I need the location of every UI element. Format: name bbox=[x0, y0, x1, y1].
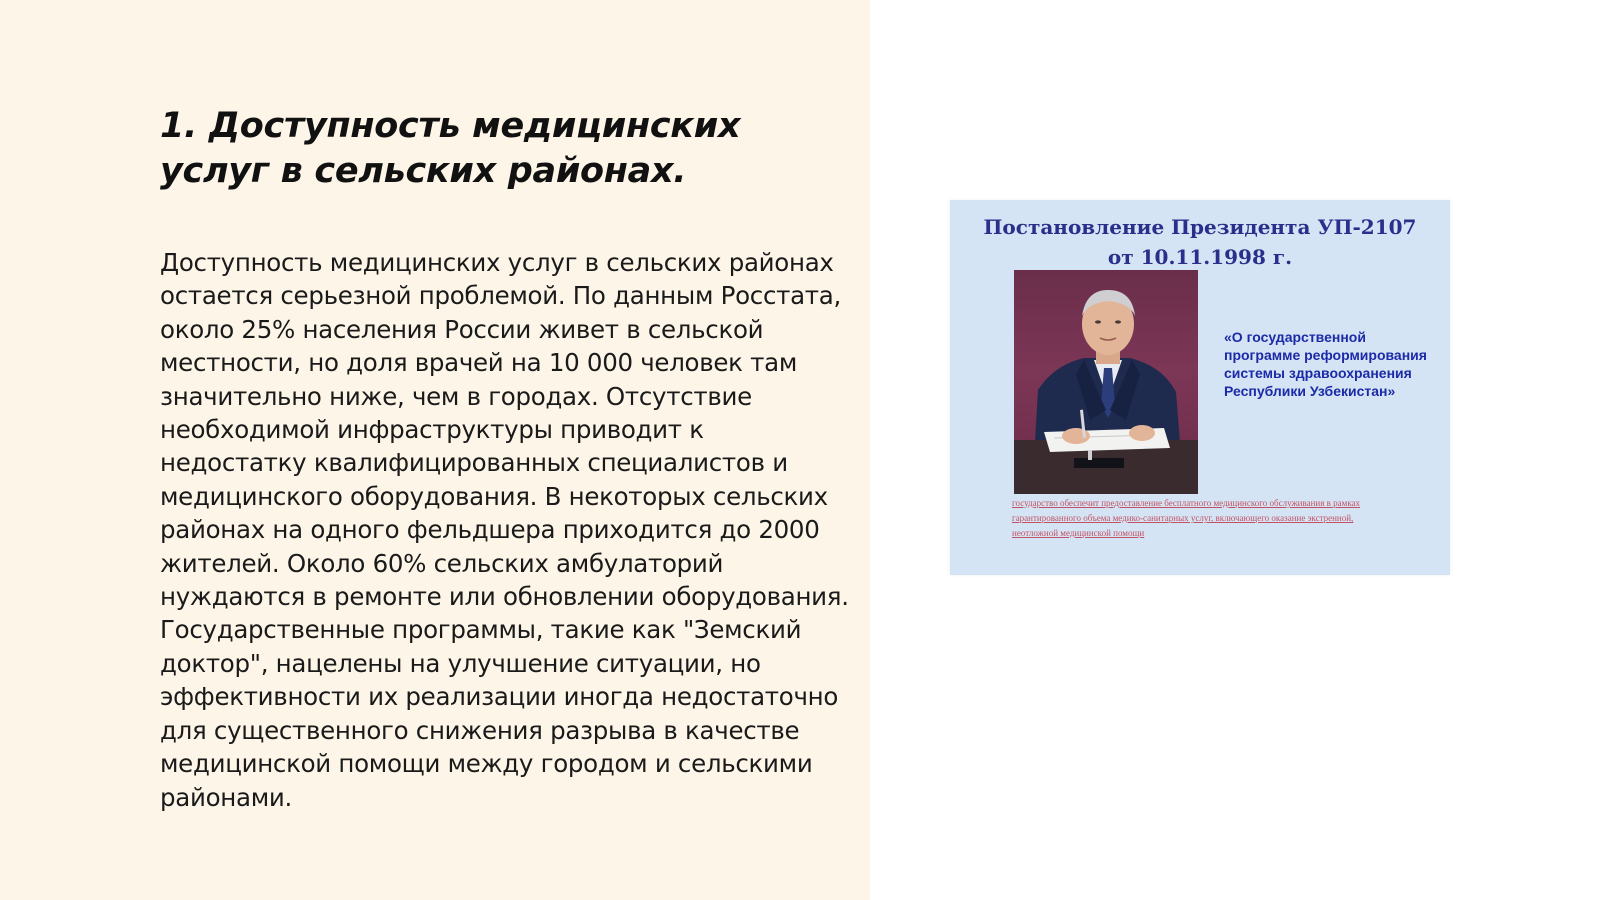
slide-title: 1. Доступность медицинских услуг в сельских районах. bbox=[160, 106, 741, 191]
decree-heading bbox=[950, 212, 1450, 272]
president-portrait-photo bbox=[1014, 270, 1198, 494]
slide-body-text: Доступность медицинских услуг в сельских районах остается серьезной проблемой. По данным Росстата, около 25% населения России живет в сельской местности, но доля врачей на 10 000 человек там значительно ниже, чем в городах. Отсутствие необходимой инфраструктуры приводит к недостатку квалифицированных специалистов и медицинского оборудования. В некоторых сельских районах на одного фельдшера приходится до 2000 жителей. Около 60% сельских амбулаторий нуждаются в ремонте или обновлении оборудования. Государственные программы, такие как "Земский доктор", нацелены на улучшение ситуации, но эффективности их реализации иногда недостаточно для существенного снижения разрыва в качестве медицинской помощи между городом и сельскими районами. bbox=[160, 248, 849, 812]
decree-image bbox=[950, 200, 1450, 575]
decree-fineprint: государство обеспечит предоставление бесплатного медицинского обслуживания в рамках гарантированного объема медико-санитарных услуг, включающего оказание экстренной, неотложной медицинской помощи bbox=[1012, 498, 1361, 538]
decree-caption: «О государственной программе реформирования системы здравоохранения Республики Узбекистан» bbox=[1224, 329, 1427, 399]
decree-heading-line2: от 10.11.1998 г. bbox=[1107, 245, 1293, 269]
decree-heading-line1: Постановление Президента УП-2107 bbox=[983, 215, 1417, 239]
portrait-illustration bbox=[1014, 270, 1198, 494]
